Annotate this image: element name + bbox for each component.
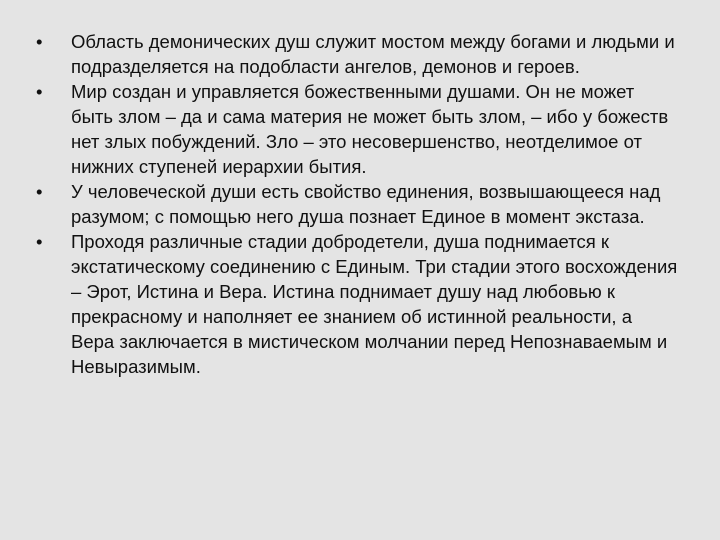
bullet-icon: • bbox=[36, 81, 43, 102]
bullet-text-1: Область демонических душ служит мостом между богами и людьми и подразделяется на подобласти ангелов, демонов и героев. bbox=[71, 31, 675, 77]
bullet-item-2 bbox=[36, 79, 680, 179]
bullet-text-3: У человеческой души есть свойство единения, возвышающееся над разумом; с помощью него душа познает Единое в момент экстаза. bbox=[71, 181, 661, 227]
bullet-item-4 bbox=[36, 229, 680, 379]
bullet-list bbox=[36, 29, 680, 379]
bullet-icon: • bbox=[36, 181, 43, 202]
bullet-icon: • bbox=[36, 231, 43, 252]
bullet-icon: • bbox=[36, 31, 43, 52]
bullet-text-4: Проходя различные стадии добродетели, душа поднимается к экстатическому соединению с Единым. Три стадии этого восхождения – Эрот, Истина и Вера. Истина поднимает душу над любовью к прекрасному и наполняет ее знанием об истинной реальности, а Вера заключается в мистическом молчании перед Непознаваемым и Невыразимым. bbox=[71, 231, 678, 377]
bullet-item-1 bbox=[36, 29, 680, 79]
bullet-text-2: Мир создан и управляется божественными душами. Он не может быть злом – да и сама материя не может быть злом, – ибо у божеств нет злых побуждений. Зло – это несовершенство, неотделимое от нижних ступеней иерархии бытия. bbox=[71, 81, 669, 177]
bullet-item-3 bbox=[36, 179, 680, 229]
